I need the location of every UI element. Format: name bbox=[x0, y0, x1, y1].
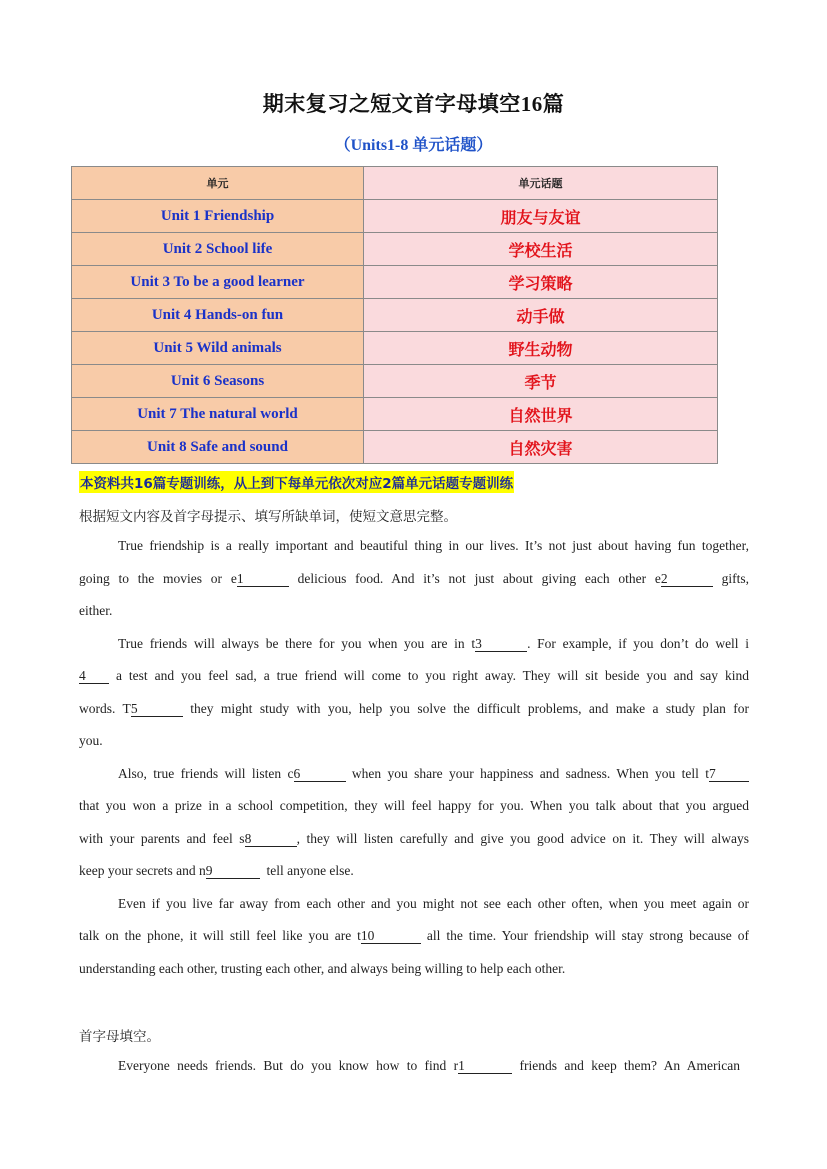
table-row bbox=[72, 365, 718, 398]
header-unit: 单元 bbox=[72, 167, 364, 200]
text-run: delicious food. And it’s not just about giving each other e bbox=[297, 571, 661, 586]
page-subtitle: （Units1-8 单元话题） bbox=[334, 137, 493, 154]
answer-blank[interactable]: 10 bbox=[361, 929, 421, 944]
text-run: that you won a prize in a school competition, they will feel happy for you. When you talk about that you argued bbox=[79, 798, 749, 813]
unit-cell: Unit 5 Wild animals bbox=[72, 332, 364, 365]
passage1-line bbox=[79, 863, 749, 879]
table-row bbox=[72, 200, 718, 233]
text-run: True friendship is a really important and beautiful thing in our lives. It’s not just about having fun together, bbox=[118, 538, 749, 553]
unit-cell: Unit 7 The natural world bbox=[72, 398, 364, 431]
text-run: , they will listen carefully and give you good advice on it. They will always bbox=[296, 831, 749, 846]
text-run: with your parents and feel s bbox=[79, 831, 245, 846]
table-row bbox=[72, 332, 718, 365]
topic-cell: 学校生活 bbox=[364, 233, 718, 266]
table-row bbox=[72, 233, 718, 266]
text-run: a test and you feel sad, a true friend will come to you right away. They will sit beside you and say kind bbox=[115, 668, 749, 683]
answer-blank[interactable]: 3 bbox=[475, 637, 527, 652]
table-row bbox=[72, 266, 718, 299]
answer-blank[interactable]: 5 bbox=[131, 702, 183, 717]
text-run: going to the movies or e bbox=[79, 571, 237, 586]
answer-blank[interactable]: 9 bbox=[206, 864, 260, 879]
passage1-line bbox=[118, 896, 749, 912]
passage1-line bbox=[79, 831, 749, 847]
highlight-note: 本资料共16篇专题训练，从上到下每单元依次对应2篇单元话题专题训练 bbox=[79, 471, 514, 493]
passage2-line bbox=[118, 1058, 740, 1074]
passage1-line bbox=[118, 636, 749, 652]
passage1-line bbox=[79, 733, 749, 749]
answer-blank[interactable]: 7 bbox=[709, 767, 749, 782]
passage1-line bbox=[79, 603, 749, 619]
table-header-row bbox=[72, 167, 718, 200]
answer-blank[interactable]: 1 bbox=[458, 1059, 512, 1074]
unit-cell: Unit 3 To be a good learner bbox=[72, 266, 364, 299]
answer-blank[interactable]: 1 bbox=[237, 572, 289, 587]
text-run: words. T bbox=[79, 701, 131, 716]
answer-blank[interactable]: 2 bbox=[661, 572, 713, 587]
answer-blank[interactable]: 6 bbox=[294, 767, 346, 782]
table-row bbox=[72, 398, 718, 431]
topic-cell: 学习策略 bbox=[364, 266, 718, 299]
passage1-line bbox=[79, 928, 749, 944]
topic-cell: 自然灾害 bbox=[364, 431, 718, 464]
text-run: keep your secrets and n bbox=[79, 863, 206, 878]
passage1-line bbox=[118, 766, 749, 782]
unit-cell: Unit 1 Friendship bbox=[72, 200, 364, 233]
unit-cell: Unit 8 Safe and sound bbox=[72, 431, 364, 464]
text-run: tell anyone else. bbox=[266, 863, 354, 878]
passage1-line bbox=[118, 538, 749, 554]
instruction-1: 根据短文内容及首字母提示、填写所缺单词，使短文意思完整。 bbox=[79, 509, 457, 525]
passage1-line bbox=[79, 668, 749, 684]
text-run: Also, true friends will listen c bbox=[118, 766, 294, 781]
passage1-line bbox=[79, 571, 749, 587]
unit-cell: Unit 4 Hands-on fun bbox=[72, 299, 364, 332]
topic-cell: 自然世界 bbox=[364, 398, 718, 431]
table-row bbox=[72, 431, 718, 464]
text-run: . For example, if you don’t do well i bbox=[527, 636, 749, 651]
table-row bbox=[72, 299, 718, 332]
answer-blank[interactable]: 4 bbox=[79, 669, 109, 684]
topic-cell: 季节 bbox=[364, 365, 718, 398]
unit-cell: Unit 6 Seasons bbox=[72, 365, 364, 398]
unit-cell: Unit 2 School life bbox=[72, 233, 364, 266]
header-topic: 单元话题 bbox=[364, 167, 718, 200]
topic-cell: 动手做 bbox=[364, 299, 718, 332]
text-run: when you share your happiness and sadness. When you tell t bbox=[351, 766, 709, 781]
instruction-2: 首字母填空。 bbox=[79, 1029, 160, 1045]
text-run: you. bbox=[79, 733, 103, 748]
text-run: all the time. Your friendship will stay strong because of bbox=[426, 928, 750, 943]
passage1-line bbox=[79, 961, 749, 977]
unit-topic-table bbox=[71, 166, 718, 464]
text-run: gifts, bbox=[721, 571, 750, 586]
topic-cell: 朋友与友谊 bbox=[364, 200, 718, 233]
page-title: 期末复习之短文首字母填空16篇 bbox=[262, 92, 565, 116]
passage1-line bbox=[79, 701, 749, 717]
text-run: Even if you live far away from each other and you might not see each other often, when you meet again or bbox=[118, 896, 749, 911]
passage1-line bbox=[79, 798, 749, 814]
text-run: talk on the phone, it will still feel like you are t bbox=[79, 928, 361, 943]
text-run: either. bbox=[79, 603, 113, 618]
text-run: True friends will always be there for you when you are in t bbox=[118, 636, 476, 651]
text-run: friends and keep them? An American bbox=[519, 1058, 740, 1073]
answer-blank[interactable]: 8 bbox=[245, 832, 297, 847]
text-run: Everyone needs friends. But do you know how to find r bbox=[118, 1058, 459, 1073]
text-run: understanding each other, trusting each other, and always being willing to help each other. bbox=[79, 961, 566, 976]
text-run: they might study with you, help you solve the difficult problems, and make a study plan for bbox=[190, 701, 749, 716]
topic-cell: 野生动物 bbox=[364, 332, 718, 365]
